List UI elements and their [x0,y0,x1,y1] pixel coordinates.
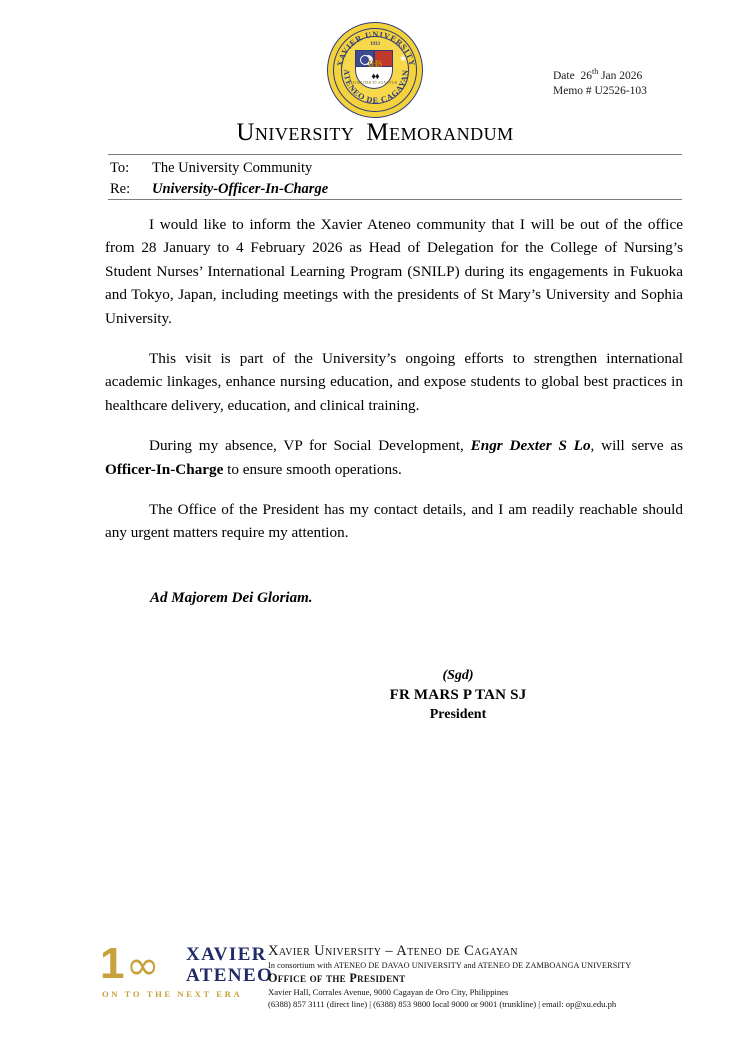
re-row [110,179,328,199]
title-word-memorandum: Memorandum [366,119,514,146]
divider-bottom [108,199,682,200]
footer-address: Xavier Hall, Corrales Avenue, 9000 Cagayan de Oro City, Philippines [268,987,509,997]
centennial-wordmark [186,944,273,986]
paragraph-3 [105,434,683,481]
centennial-number: 1 [100,939,123,988]
seal-top-text: XAVIER UNIVERSITY [335,29,417,68]
re-label: Re: [110,181,131,197]
footer-consortium: In consortium with ATENEO DE DAVAO UNIVERSITY and ATENEO DE ZAMBOANGA UNIVERSITY [268,961,632,970]
seal-year: 1933 [370,42,380,47]
date-month-year: Jan 2026 [601,69,643,82]
memo-body [105,213,683,545]
paragraph-2: This visit is part of the University’s ongoing efforts to strengthen international academic linkages, enhance nursing education, and expose students to global best practices in healthcare delivery, education, and clinical training. [105,350,683,414]
to-label: To: [110,160,130,176]
date-ordinal-suffix: th [591,67,599,76]
centennial-logo [100,939,274,1004]
footer-text-block [268,942,688,1010]
centennial-tagline: ON TO THE NEXT ERA [102,989,243,999]
footer-contact: (6388) 857 3111 (direct line) | (6388) 853 9800 local 9000 or 9001 (trunkline) | email: op@xu.edu.ph [268,999,617,1009]
signatory-name: FR MARS P TAN SJ [389,687,527,703]
ihs-monogram: IHS [367,59,383,69]
page-title [0,119,750,147]
footer-university-name: Xavier University – Ateneo de Cagayan [268,943,518,959]
to-row [110,158,312,178]
footer-office-name: Office of the President [268,971,406,985]
p3-text-b: , will serve as [590,437,684,455]
p3-text-a: During my absence, VP for Social Development, [149,437,471,455]
xavier-university-seal-icon [327,22,423,118]
seal-motto: FORTITER ET SUAVITER [352,81,398,85]
memo-number: Memo # U2526-103 [553,84,647,97]
oic-role: Officer-In-Charge [105,460,224,478]
seal-bottom-text: ATENEO DE CAGAYAN [341,69,411,106]
date-value: 26 [580,69,592,82]
paragraph-4: The Office of the President has my contact details, and I am readily reachable should any urgent matters require my attention. [105,501,683,542]
infinity-icon: ∞ [126,943,160,989]
wordmark-xavier: XAVIER [186,944,267,965]
re-value: University-Officer-In-Charge [152,181,329,197]
signature-block [370,666,546,725]
signatory-role: President [429,707,487,722]
date-memo-block [553,64,647,99]
p3-text-c: to ensure smooth operations. [223,460,402,478]
oic-person-name: Engr Dexter S Lo [470,437,591,455]
bird-icon: ❀ [399,54,407,63]
to-value: The University Community [152,160,313,176]
amdg-motto: Ad Majorem Dei Gloriam. [150,590,313,606]
paragraph-1: I would like to inform the Xavier Ateneo community that I will be out of the office from 28 January to 4 February 2026 as Head of Delegation for the College of Nursing’s Student Nurses’ International Learning Program (SNILP) during its engagements in Fukuoka and Tokyo, Japan, including meetings with the presidents of St Mary’s University and Sophia University. [105,216,683,327]
signed-marker: (Sgd) [442,668,474,683]
divider-top [108,154,682,155]
wolves-cauldron-icon: ♦♦ [371,71,379,81]
page-footer [0,930,750,1050]
title-word-university: University [236,119,355,146]
wordmark-ateneo: ATENEO [186,965,274,986]
date-label: Date [553,69,575,82]
date-line [553,64,647,84]
